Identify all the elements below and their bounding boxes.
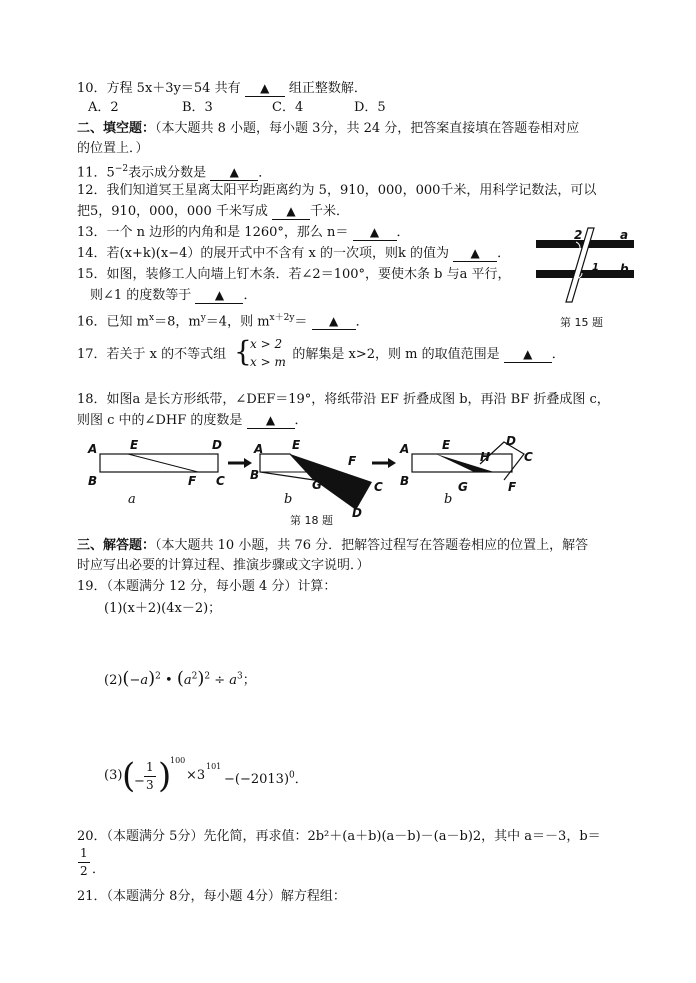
- q14-line: 14．若(x+k)(x−4）的展开式中不含有 x 的一次项，则k 的值为 ▲ ．: [77, 246, 511, 261]
- q21-line1: 21．（本题满分 8分，每小题 4分）解方程组：: [77, 889, 346, 904]
- q15-line2: 则∠1 的度数等于 ▲ ．: [90, 288, 257, 303]
- q18-blank[interactable]: ▲: [247, 413, 295, 429]
- q16-line: 16．已知 $m^x=8$，$m^y=4$，则 $m^{x+2y}=$ ▲ ．: [77, 313, 369, 330]
- q17-ineq2: x > m: [250, 355, 286, 369]
- q19-part3: (3) ( − 1 3 ) 100 ×3 101 $-(-2013)^0$．: [104, 756, 308, 796]
- q12-blank[interactable]: ▲: [272, 204, 310, 220]
- fig15-label-2: 2: [574, 228, 583, 242]
- fig18-sub-a: a: [128, 492, 136, 507]
- q10-option-c[interactable]: C．4: [272, 100, 304, 115]
- q14-blank[interactable]: ▲: [453, 246, 497, 262]
- q18-line2: 则图 c 中的∠DHF 的度数是 ▲ ．: [77, 413, 308, 428]
- fig18a-strip: [100, 454, 218, 472]
- fig15-caption: 第 15 题: [560, 316, 603, 329]
- section2-desc-line2: 的位置上．）: [77, 141, 149, 156]
- q17-brace: {: [234, 335, 252, 368]
- q13-blank[interactable]: ▲: [353, 225, 397, 241]
- figure-15: [536, 226, 636, 330]
- figure-18: A B E D F C A B E G F C D A B E H D C G F a b b 第 18 题: [84, 434, 554, 530]
- q11-line: 11．$5^{-2}$表示成分数是 ▲ ．: [77, 164, 272, 181]
- fig15-label-1: 1: [592, 262, 599, 273]
- fig18-caption: 第 18 题: [290, 514, 333, 527]
- q16-blank[interactable]: ▲: [312, 314, 356, 330]
- q10-tail: 组正整数解．: [288, 81, 367, 96]
- q17-ineq1: x > 2: [250, 337, 283, 351]
- q10-option-b[interactable]: B．3: [182, 100, 213, 115]
- q17-blank[interactable]: ▲: [504, 347, 552, 363]
- fig15-label-b: b: [620, 262, 629, 276]
- q13-line: 13．一个 n 边形的内角和是 1260°，那么 n＝ ▲ ．: [77, 225, 410, 240]
- q12-line1: 12．我们知道冥王星离太阳平均距离约为 5，910，000，000千米，用科学记数法，可以: [77, 183, 597, 198]
- q10-option-d[interactable]: D．5: [354, 100, 386, 115]
- fig18b-folded: [290, 454, 372, 510]
- q10-blank[interactable]: ▲: [245, 81, 285, 97]
- fig15-label-a: a: [620, 228, 629, 242]
- q19-part1: (1)(x＋2)(4x－2)；: [104, 601, 222, 616]
- section3-desc-line2: 时应写出必要的计算过程、推演步骤或文字说明．）: [77, 558, 370, 573]
- q18-line1: 18．如图a 是长方形纸带，∠DEF＝19°，将纸带沿 EF 折叠成图 b，再沿 BF 折叠成图 c，: [77, 392, 610, 407]
- q17-line: 17．若关于 x 的不等式组 的解集是 x>2，则 m 的取值范围是 ▲ ．: [77, 347, 565, 362]
- q10-line: [77, 80, 367, 98]
- q12-line2: 把5，910，000，000 千米写成 ▲ 千米．: [77, 204, 349, 219]
- q20-line1: 20．（本题满分 5分）先化简，再求值：2b²＋(a＋b)(a－b)－(a－b)2，其中 a＝－3，b＝: [77, 829, 601, 844]
- q10-option-a[interactable]: A．2: [88, 100, 119, 115]
- fig18-sub-b: b: [284, 492, 293, 507]
- q15-blank[interactable]: ▲: [195, 288, 243, 304]
- section2-title: 二、填空题：: [77, 121, 156, 136]
- q20-fraction: 1 2 ．: [80, 846, 106, 878]
- q11-blank[interactable]: ▲: [210, 165, 258, 181]
- section3-desc: （本大题共 10 小题，共 76 分．把解答过程写在答题卷相应的位置上，解答: [155, 538, 589, 553]
- section2-desc: （本大题共 8 小题，每小题 3分，共 24 分，把答案直接填在答题卷相对应: [155, 121, 580, 136]
- q10-text: 10．方程 5x＋3y＝54 共有: [77, 81, 241, 96]
- q19-part2: $(2)(-a)^2$ • $(a^2)^2 \div a^3$；: [104, 668, 256, 689]
- fig18-sub-c: b: [444, 492, 453, 507]
- fig18a-fold-line: [128, 454, 198, 472]
- section2-heading: [77, 120, 579, 138]
- q19-head: 19．（本题满分 12 分，每小题 4 分）计算：: [77, 579, 337, 594]
- q15-line1: 15．如图，装修工人向墙上钉木条．若∠2＝100°，要使木条 b 与a 平行，: [77, 267, 511, 282]
- section3-heading: [77, 537, 588, 555]
- section3-title: 三、解答题：: [77, 538, 156, 553]
